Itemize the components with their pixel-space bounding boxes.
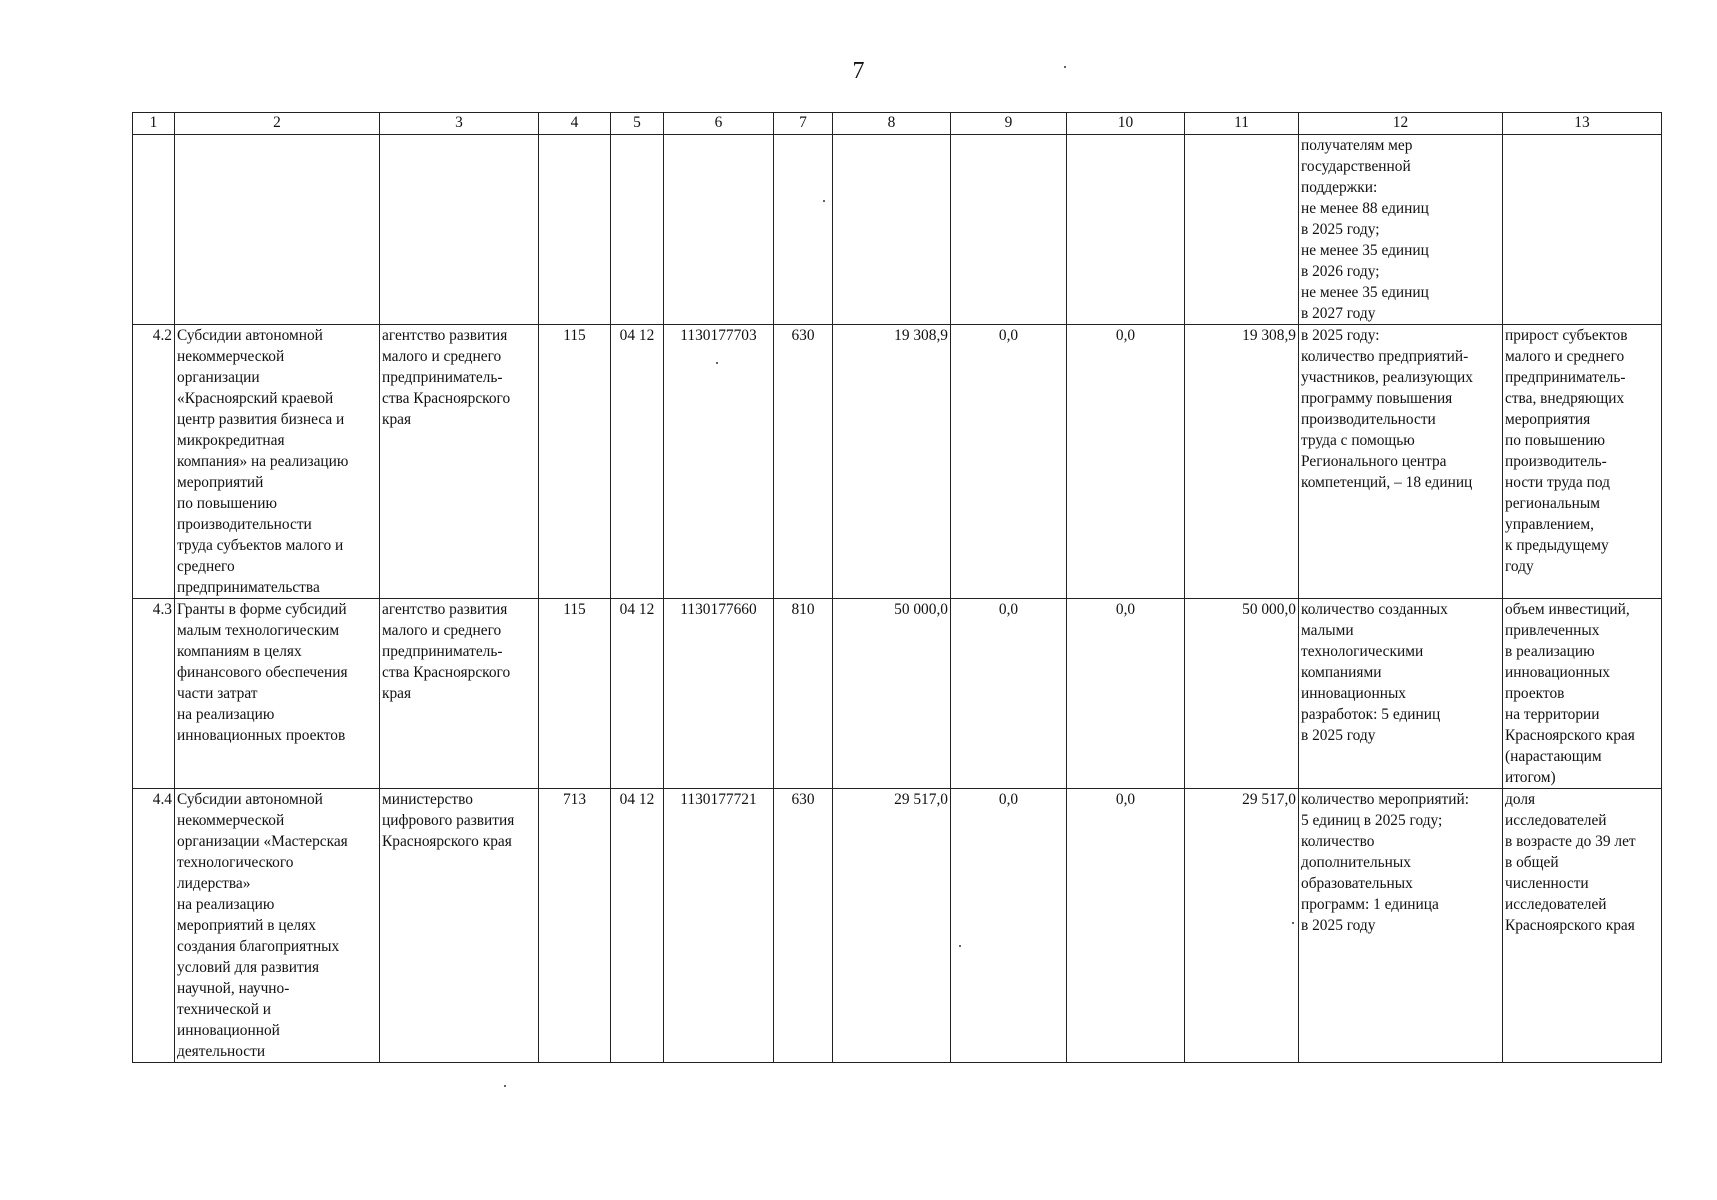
cell-text-line: агентство развития [382,327,508,344]
cell-text-line: Красноярского края [1505,727,1635,744]
cell-text-line: в 2025 году [1301,727,1376,744]
cell-text-line: доля [1505,791,1536,808]
cell-text-line: программу повышения [1301,390,1453,407]
cell-text-line: условий для развития [177,959,320,976]
cell-text-line: мероприятий [177,474,264,491]
amount-2027-cell [1067,135,1185,325]
cell-text-line: инновационных проектов [177,727,346,744]
target-article-code-cell [664,789,774,1063]
indicator-cell [1503,599,1662,789]
cell-text-line: центр развития бизнеса и [177,411,345,428]
cell-text-line: 4.2 [152,327,172,344]
cell-text-line: в 2027 году [1301,305,1376,322]
cell-text-line: получателям мер [1301,137,1413,154]
cell-text-line: разработок: 5 единиц [1301,706,1441,723]
cell-text-line: организации [177,369,260,386]
administrator-cell [380,135,539,325]
cell-text-line: привлеченных [1505,622,1600,639]
amount-2027-cell [1067,325,1185,599]
cell-text-line: по повышению [177,495,277,512]
cell-text-line: предпринимательства [177,579,320,596]
total-amount-cell [833,135,951,325]
cell-text-line: ства, внедряющих [1505,390,1625,407]
cell-text-line: 1130177660 [680,601,757,618]
row-number-cell [133,325,175,599]
amount-2027-cell [1067,599,1185,789]
cell-text-line: на реализацию [177,706,275,723]
cell-text-line: 115 [563,601,586,618]
cell-text-line: 630 [791,791,815,808]
cell-text-line: труда субъектов малого и [177,537,344,554]
cell-text-line: 19 308,9 [1242,327,1296,344]
cell-text-line: производительности [177,516,312,533]
expected-result-cell [1299,325,1503,599]
cell-text-line: некоммерческой [177,348,285,365]
cell-text-line: 630 [791,327,815,344]
cell-text-line: 810 [791,601,815,618]
administrator-cell [380,599,539,789]
table-row [133,599,1662,789]
measure-name-cell [175,325,380,599]
cell-text-line: не менее 35 единиц [1301,242,1429,259]
section-code-cell [611,325,664,599]
cell-text-line: объем инвестиций, [1505,601,1630,618]
cell-text-line: в 2025 году [1301,917,1376,934]
cell-text-line: 0,0 [1115,791,1136,808]
expected-result-cell [1299,599,1503,789]
cell-text-line: производитель- [1505,453,1607,470]
target-article-code-cell [664,135,774,325]
cell-text-line: в 2026 году; [1301,263,1380,280]
cell-text-line: в общей [1505,854,1559,871]
page-number: 7 [852,58,865,84]
header-cell-10: 10 [1067,113,1185,135]
grbs-code-cell [539,325,611,599]
cell-text-line: 1130177703 [680,327,757,344]
cell-text-line: прирост субъектов [1505,327,1628,344]
cell-text-line: Регионального центра [1301,453,1447,470]
cell-text-line: «Красноярский краевой [177,390,334,407]
cell-text-line: 5 единиц в 2025 году; [1301,812,1443,829]
total-amount-cell [833,789,951,1063]
cell-text-line: ства Красноярского [382,390,511,407]
cell-text-line: агентство развития [382,601,508,618]
header-cell-5: 5 [611,113,664,135]
amount-2026-cell [951,599,1067,789]
cell-text-line: края [382,685,412,702]
cell-text-line: количество предприятий- [1301,348,1469,365]
cell-text-line: Субсидии автономной [177,327,323,344]
cell-text-line: проектов [1505,685,1565,702]
cell-text-line: 0,0 [1115,327,1136,344]
header-cell-13: 13 [1503,113,1662,135]
amount-total-cell [1185,325,1299,599]
cell-text-line: края [382,411,412,428]
cell-text-line: исследователей [1505,812,1607,829]
cell-text-line: участников, реализующих [1301,369,1473,386]
header-cell-6: 6 [664,113,774,135]
cell-text-line: организации «Мастерская [177,833,348,850]
total-amount-cell [833,599,951,789]
cell-text-line: 4.4 [152,791,172,808]
cell-text-line: поддержки: [1301,179,1378,196]
cell-text-line: (нарастающим [1505,748,1602,765]
table-row [133,325,1662,599]
expense-type-code-cell [774,325,833,599]
row-number-cell [133,135,175,325]
cell-text-line: Гранты в форме субсидий [177,601,347,618]
cell-text-line: предприниматель- [1505,369,1626,386]
cell-text-line: 04 12 [619,601,655,618]
measure-name-cell [175,135,380,325]
cell-text-line: 50 000,0 [1242,601,1296,618]
amount-2026-cell [951,135,1067,325]
cell-text-line: малым технологическим [177,622,340,639]
cell-text-line: 1130177721 [680,791,757,808]
cell-text-line: 713 [562,791,587,808]
cell-text-line: количество созданных [1301,601,1448,618]
cell-text-line: в 2025 году: [1301,327,1380,344]
amount-2026-cell [951,325,1067,599]
header-cell-11: 11 [1185,113,1299,135]
cell-text-line: 0,0 [1115,601,1136,618]
cell-text-line: не менее 88 единиц [1301,200,1429,217]
indicator-cell [1503,135,1662,325]
amount-total-cell [1185,599,1299,789]
cell-text-line: количество [1301,833,1375,850]
cell-text-line: предприниматель- [382,643,503,660]
cell-text-line: производительности [1301,411,1436,428]
cell-text-line: 0,0 [998,791,1019,808]
cell-text-line: мероприятий в целях [177,917,316,934]
cell-text-line: микрокредитная [177,432,285,449]
header-cell-3: 3 [380,113,539,135]
cell-text-line: технологическими [1301,643,1424,660]
cell-text-line: лидерства» [177,875,251,892]
cell-text-line: численности [1505,875,1589,892]
expense-type-code-cell [774,135,833,325]
cell-text-line: компания» на реализацию [177,453,349,470]
scan-speck [1064,66,1066,68]
cell-text-line: малого и среднего [382,348,502,365]
cell-text-line: цифрового развития [382,812,515,829]
cell-text-line: труда с помощью [1301,432,1415,449]
grbs-code-cell [539,789,611,1063]
cell-text-line: в возрасте до 39 лет [1505,833,1636,850]
expense-type-code-cell [774,789,833,1063]
amount-2026-cell [951,789,1067,1063]
row-number-cell [133,789,175,1063]
cell-text-line: Субсидии автономной [177,791,323,808]
header-cell-8: 8 [833,113,951,135]
header-cell-2: 2 [175,113,380,135]
cell-text-line: программ: 1 единица [1301,896,1439,913]
measure-name-cell [175,789,380,1063]
cell-text-line: 0,0 [998,601,1019,618]
cell-text-line: 115 [563,327,586,344]
cell-text-line: на реализацию [177,896,275,913]
cell-text-line: Красноярского края [382,833,512,850]
budget-table [132,112,1662,1063]
cell-text-line: компаниям в целях [177,643,302,660]
scan-speck [504,1085,506,1087]
cell-text-line: Красноярского края [1505,917,1635,934]
cell-text-line: на территории [1505,706,1600,723]
cell-text-line: малого и среднего [1505,348,1625,365]
header-cell-7: 7 [774,113,833,135]
header-cell-12: 12 [1299,113,1503,135]
cell-text-line: мероприятия [1505,411,1591,428]
measure-name-cell [175,599,380,789]
header-cell-1: 1 [133,113,175,135]
amount-total-cell [1185,135,1299,325]
cell-text-line: ности труда под [1505,474,1610,491]
cell-text-line: дополнительных [1301,854,1411,871]
cell-text-line: 4.3 [152,601,172,618]
cell-text-line: в 2025 году; [1301,221,1380,238]
cell-text-line: компетенций, – 18 единиц [1301,474,1473,491]
cell-text-line: создания благоприятных [177,938,340,955]
indicator-cell [1503,325,1662,599]
table-header-row [133,113,1662,135]
cell-text-line: 04 12 [619,791,655,808]
cell-text-line: технической и [177,1001,272,1018]
cell-text-line: министерство [382,791,473,808]
grbs-code-cell [539,135,611,325]
expected-result-cell [1299,789,1503,1063]
cell-text-line: части затрат [177,685,258,702]
grbs-code-cell [539,599,611,789]
section-code-cell [611,135,664,325]
target-article-code-cell [664,325,774,599]
total-amount-cell [833,325,951,599]
amount-total-cell [1185,789,1299,1063]
cell-text-line: деятельности [177,1043,266,1060]
cell-text-line: региональным [1505,495,1600,512]
administrator-cell [380,789,539,1063]
amount-2027-cell [1067,789,1185,1063]
cell-text-line: в реализацию [1505,643,1595,660]
target-article-code-cell [664,599,774,789]
cell-text-line: итогом) [1505,769,1556,786]
expense-type-code-cell [774,599,833,789]
cell-text-line: к предыдущему [1505,537,1609,554]
cell-text-line: научной, научно- [177,980,290,997]
indicator-cell [1503,789,1662,1063]
cell-text-line: некоммерческой [177,812,285,829]
section-code-cell [611,789,664,1063]
expected-result-cell [1299,135,1503,325]
cell-text-line: компаниями [1301,664,1382,681]
cell-text-line: количество мероприятий: [1301,791,1470,808]
cell-text-line: образовательных [1301,875,1413,892]
cell-text-line: технологического [177,854,294,871]
section-code-cell [611,599,664,789]
cell-text-line: среднего [177,558,235,575]
cell-text-line: 04 12 [619,327,655,344]
row-number-cell [133,599,175,789]
cell-text-line: 0,0 [998,327,1019,344]
cell-text-line: государственной [1301,158,1411,175]
header-cell-4: 4 [539,113,611,135]
cell-text-line: не менее 35 единиц [1301,284,1429,301]
cell-text-line: инновационной [177,1022,280,1039]
administrator-cell [380,325,539,599]
cell-text-line: 50 000,0 [894,601,948,618]
header-cell-9: 9 [951,113,1067,135]
cell-text-line: предприниматель- [382,369,503,386]
cell-text-line: 19 308,9 [894,327,948,344]
cell-text-line: 29 517,0 [1242,791,1296,808]
cell-text-line: малого и среднего [382,622,502,639]
cell-text-line: инновационных [1301,685,1406,702]
cell-text-line: управлением, [1505,516,1594,533]
cell-text-line: по повышению [1505,432,1605,449]
table-row [133,789,1662,1063]
cell-text-line: финансового обеспечения [177,664,348,681]
cell-text-line: 29 517,0 [894,791,948,808]
table-row [133,135,1662,325]
cell-text-line: ства Красноярского [382,664,511,681]
cell-text-line: году [1505,558,1534,575]
cell-text-line: малыми [1301,622,1354,639]
cell-text-line: исследователей [1505,896,1607,913]
cell-text-line: инновационных [1505,664,1610,681]
